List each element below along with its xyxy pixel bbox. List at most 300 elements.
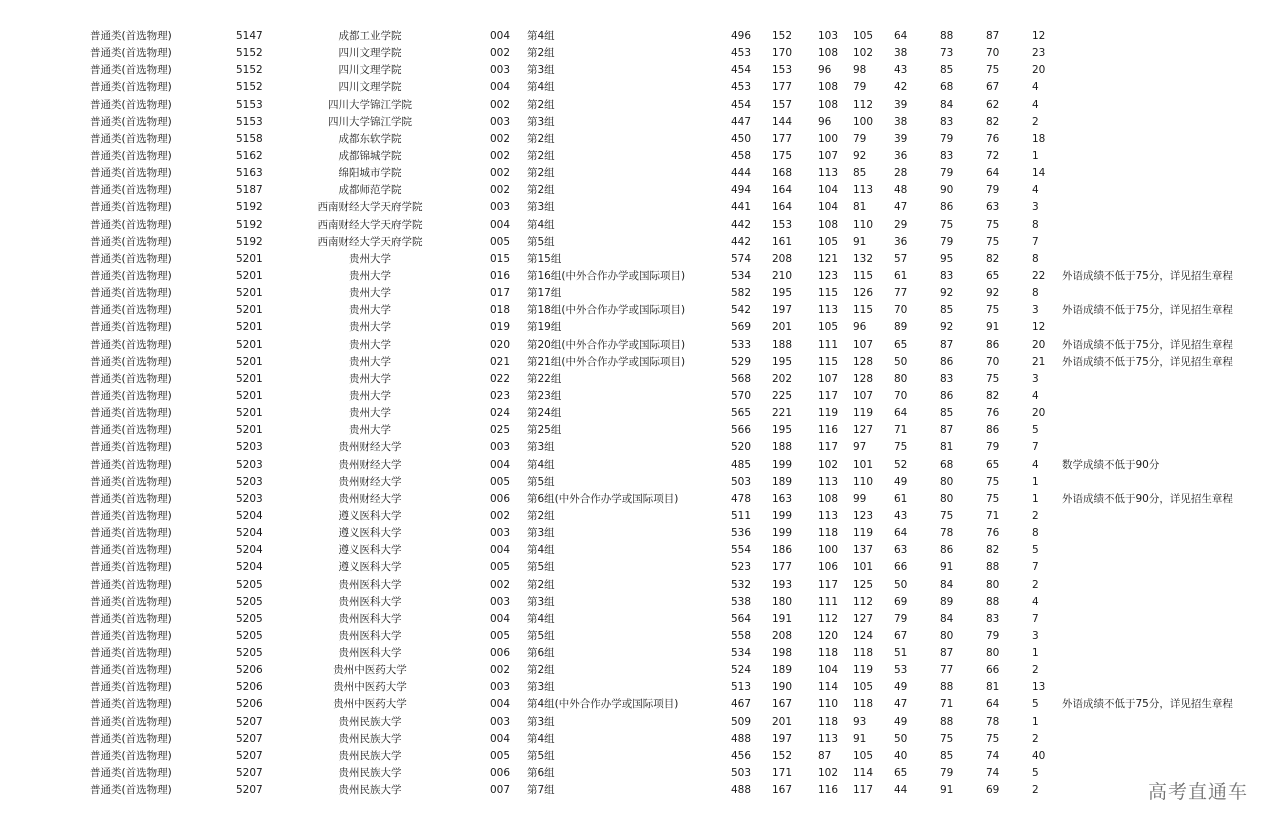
subject-score-6-cell: 68 [940,81,954,94]
subject-score-5-cell: 64 [894,407,908,420]
subject-score-7-cell: 76 [986,407,1000,420]
subject-score-6-cell: 77 [940,664,954,677]
category-cell: 普通类(首选物理) [90,287,172,300]
subject-score-6-cell: 80 [940,629,954,642]
subject-score-2-cell: 201 [772,321,793,334]
subject-score-5-cell: 52 [894,458,908,471]
group-number-cell: 016 [490,269,511,282]
note-cell: 外语成绩不低于75分，详见招生章程 [1062,355,1233,368]
subject-score-3-cell: 113 [818,304,839,317]
min-score-cell: 503 [731,767,752,780]
school-code-cell: 5206 [236,698,263,711]
subject-score-3-cell: 116 [818,424,839,437]
subject-score-3-cell: 104 [818,184,839,197]
school-name-cell: 四川大学锦江学院 [328,98,412,111]
group-number-cell: 005 [490,475,511,488]
group-label-cell: 第4组 [527,458,555,471]
subject-score-2-cell: 164 [772,201,793,214]
category-cell: 普通类(首选物理) [90,509,172,522]
subject-score-7-cell: 82 [986,115,1000,128]
subject-score-2-cell: 197 [772,304,793,317]
subject-score-4-cell: 101 [853,458,874,471]
subject-score-3-cell: 112 [818,612,839,625]
plan-count-cell: 5 [1032,424,1039,437]
category-cell: 普通类(首选物理) [90,201,172,214]
subject-score-2-cell: 164 [772,184,793,197]
subject-score-4-cell: 112 [853,98,874,111]
group-label-cell: 第19组 [527,321,562,334]
group-number-cell: 006 [490,647,511,660]
plan-count-cell: 8 [1032,218,1039,231]
subject-score-4-cell: 128 [853,372,874,385]
plan-count-cell: 5 [1032,544,1039,557]
category-cell: 普通类(首选物理) [90,98,172,111]
subject-score-7-cell: 83 [986,612,1000,625]
plan-count-cell: 20 [1032,407,1046,420]
subject-score-7-cell: 75 [986,304,1000,317]
min-score-cell: 520 [731,441,752,454]
subject-score-5-cell: 77 [894,287,908,300]
group-label-cell: 第5组 [527,629,555,642]
group-number-cell: 004 [490,218,511,231]
min-score-cell: 494 [731,184,752,197]
min-score-cell: 450 [731,132,752,145]
table-row [0,234,1280,251]
subject-score-5-cell: 67 [894,629,908,642]
school-code-cell: 5201 [236,424,263,437]
group-label-cell: 第6组(中外合作办学或国际项目) [527,492,679,505]
group-number-cell: 002 [490,149,511,162]
group-number-cell: 004 [490,698,511,711]
school-name-cell: 贵州财经大学 [338,492,402,505]
table-row [0,422,1280,439]
subject-score-3-cell: 118 [818,647,839,660]
category-cell: 普通类(首选物理) [90,647,172,660]
table-row [0,285,1280,302]
min-score-cell: 511 [731,509,752,522]
subject-score-2-cell: 189 [772,664,793,677]
subject-score-2-cell: 210 [772,269,793,282]
subject-score-5-cell: 69 [894,595,908,608]
subject-score-4-cell: 96 [853,321,867,334]
plan-count-cell: 1 [1032,647,1039,660]
table-row [0,559,1280,576]
plan-count-cell: 2 [1032,509,1039,522]
group-number-cell: 020 [490,338,511,351]
subject-score-4-cell: 118 [853,698,874,711]
min-score-cell: 558 [731,629,752,642]
subject-score-6-cell: 75 [940,509,954,522]
category-cell: 普通类(首选物理) [90,218,172,231]
group-number-cell: 005 [490,749,511,762]
table-row [0,405,1280,422]
min-score-cell: 488 [731,732,752,745]
category-cell: 普通类(首选物理) [90,698,172,711]
subject-score-7-cell: 79 [986,441,1000,454]
subject-score-2-cell: 175 [772,149,793,162]
school-code-cell: 5201 [236,372,263,385]
subject-score-5-cell: 64 [894,527,908,540]
group-label-cell: 第2组 [527,98,555,111]
school-name-cell: 贵州大学 [349,424,391,437]
table-row [0,62,1280,79]
subject-score-5-cell: 29 [894,218,908,231]
subject-score-3-cell: 117 [818,441,839,454]
subject-score-2-cell: 188 [772,338,793,351]
subject-score-4-cell: 97 [853,441,867,454]
school-name-cell: 贵州中医药大学 [333,681,407,694]
subject-score-7-cell: 70 [986,355,1000,368]
min-score-cell: 447 [731,115,752,128]
subject-score-7-cell: 82 [986,544,1000,557]
plan-count-cell: 4 [1032,184,1039,197]
school-code-cell: 5147 [236,30,263,42]
subject-score-2-cell: 167 [772,698,793,711]
group-label-cell: 第4组 [527,544,555,557]
subject-score-2-cell: 177 [772,561,793,574]
subject-score-2-cell: 190 [772,681,793,694]
plan-count-cell: 8 [1032,527,1039,540]
table-row [0,696,1280,713]
subject-score-3-cell: 121 [818,252,839,265]
plan-count-cell: 1 [1032,492,1039,505]
plan-count-cell: 12 [1032,321,1046,334]
subject-score-3-cell: 104 [818,201,839,214]
school-name-cell: 贵州民族大学 [338,732,402,745]
school-name-cell: 四川文理学院 [338,81,402,94]
plan-count-cell: 4 [1032,98,1039,111]
category-cell: 普通类(首选物理) [90,252,172,265]
subject-score-7-cell: 87 [986,30,1000,42]
subject-score-2-cell: 199 [772,527,793,540]
category-cell: 普通类(首选物理) [90,235,172,248]
school-name-cell: 西南财经大学天府学院 [317,235,423,248]
category-cell: 普通类(首选物理) [90,132,172,145]
subject-score-2-cell: 189 [772,475,793,488]
subject-score-4-cell: 112 [853,595,874,608]
min-score-cell: 488 [731,784,752,797]
subject-score-3-cell: 113 [818,475,839,488]
subject-score-3-cell: 123 [818,269,839,282]
subject-score-7-cell: 82 [986,252,1000,265]
group-label-cell: 第3组 [527,64,555,77]
subject-score-3-cell: 107 [818,149,839,162]
subject-score-4-cell: 119 [853,527,874,540]
category-cell: 普通类(首选物理) [90,355,172,368]
subject-score-5-cell: 43 [894,64,908,77]
subject-score-6-cell: 73 [940,47,954,60]
note-cell: 外语成绩不低于75分，详见招生章程 [1062,338,1233,351]
school-name-cell: 西南财经大学天府学院 [317,218,423,231]
school-name-cell: 成都锦城学院 [338,149,402,162]
watermark-text: 高考直通车 [1147,781,1248,803]
subject-score-7-cell: 75 [986,64,1000,77]
subject-score-5-cell: 71 [894,424,908,437]
table-row [0,628,1280,645]
subject-score-2-cell: 208 [772,252,793,265]
category-cell: 普通类(首选物理) [90,784,172,797]
subject-score-3-cell: 113 [818,732,839,745]
subject-score-4-cell: 115 [853,269,874,282]
subject-score-4-cell: 107 [853,389,874,402]
school-name-cell: 贵州大学 [349,338,391,351]
subject-score-4-cell: 127 [853,424,874,437]
subject-score-5-cell: 79 [894,612,908,625]
school-code-cell: 5204 [236,527,263,540]
group-label-cell: 第2组 [527,132,555,145]
min-score-cell: 454 [731,98,752,111]
subject-score-5-cell: 39 [894,98,908,111]
subject-score-3-cell: 87 [818,749,832,762]
note-cell: 外语成绩不低于75分，详见招生章程 [1062,698,1233,711]
subject-score-4-cell: 110 [853,218,874,231]
min-score-cell: 454 [731,64,752,77]
min-score-cell: 458 [731,149,752,162]
subject-score-6-cell: 86 [940,355,954,368]
subject-score-2-cell: 199 [772,458,793,471]
subject-score-3-cell: 120 [818,629,839,642]
subject-score-6-cell: 79 [940,767,954,780]
subject-score-5-cell: 75 [894,441,908,454]
subject-score-3-cell: 100 [818,132,839,145]
plan-count-cell: 2 [1032,664,1039,677]
group-label-cell: 第4组 [527,30,555,42]
subject-score-2-cell: 167 [772,784,793,797]
subject-score-6-cell: 85 [940,749,954,762]
plan-count-cell: 7 [1032,561,1039,574]
plan-count-cell: 23 [1032,47,1046,60]
school-name-cell: 成都工业学院 [338,30,402,42]
subject-score-6-cell: 80 [940,492,954,505]
table-row [0,748,1280,765]
school-name-cell: 贵州财经大学 [338,475,402,488]
subject-score-7-cell: 74 [986,767,1000,780]
plan-count-cell: 3 [1032,201,1039,214]
table-row [0,354,1280,371]
min-score-cell: 569 [731,321,752,334]
category-cell: 普通类(首选物理) [90,681,172,694]
school-name-cell: 贵州大学 [349,372,391,385]
category-cell: 普通类(首选物理) [90,715,172,728]
subject-score-4-cell: 101 [853,561,874,574]
group-label-cell: 第3组 [527,441,555,454]
school-name-cell: 贵州大学 [349,252,391,265]
group-number-cell: 002 [490,509,511,522]
subject-score-7-cell: 79 [986,184,1000,197]
subject-score-4-cell: 91 [853,732,867,745]
group-label-cell: 第22组 [527,372,562,385]
group-label-cell: 第21组(中外合作办学或国际项目) [527,355,686,368]
group-number-cell: 002 [490,184,511,197]
school-code-cell: 5201 [236,304,263,317]
school-name-cell: 绵阳城市学院 [338,167,402,180]
subject-score-4-cell: 132 [853,252,874,265]
note-cell: 数学成绩不低于90分 [1062,458,1160,471]
subject-score-2-cell: 144 [772,115,793,128]
table-row [0,457,1280,474]
subject-score-4-cell: 137 [853,544,874,557]
subject-score-3-cell: 111 [818,338,839,351]
table-row [0,182,1280,199]
subject-score-5-cell: 50 [894,578,908,591]
group-label-cell: 第2组 [527,184,555,197]
school-code-cell: 5203 [236,441,263,454]
plan-count-cell: 40 [1032,749,1046,762]
category-cell: 普通类(首选物理) [90,407,172,420]
subject-score-6-cell: 90 [940,184,954,197]
min-score-cell: 496 [731,30,752,42]
table-row [0,782,1280,799]
subject-score-4-cell: 98 [853,64,867,77]
plan-count-cell: 13 [1032,681,1046,694]
category-cell: 普通类(首选物理) [90,269,172,282]
min-score-cell: 582 [731,287,752,300]
subject-score-7-cell: 88 [986,595,1000,608]
school-name-cell: 贵州大学 [349,269,391,282]
subject-score-5-cell: 53 [894,664,908,677]
school-code-cell: 5205 [236,578,263,591]
min-score-cell: 444 [731,167,752,180]
group-number-cell: 004 [490,81,511,94]
subject-score-2-cell: 201 [772,715,793,728]
group-label-cell: 第18组(中外合作办学或国际项目) [527,304,686,317]
subject-score-7-cell: 79 [986,629,1000,642]
subject-score-7-cell: 80 [986,578,1000,591]
subject-score-7-cell: 66 [986,664,1000,677]
group-label-cell: 第2组 [527,578,555,591]
group-number-cell: 003 [490,115,511,128]
school-name-cell: 贵州大学 [349,287,391,300]
group-label-cell: 第5组 [527,475,555,488]
subject-score-4-cell: 92 [853,149,867,162]
subject-score-5-cell: 89 [894,321,908,334]
subject-score-5-cell: 63 [894,544,908,557]
group-label-cell: 第15组 [527,252,562,265]
subject-score-7-cell: 74 [986,749,1000,762]
subject-score-5-cell: 36 [894,235,908,248]
subject-score-3-cell: 108 [818,218,839,231]
table-row [0,611,1280,628]
subject-score-3-cell: 96 [818,115,832,128]
school-name-cell: 贵州中医药大学 [333,664,407,677]
subject-score-7-cell: 88 [986,561,1000,574]
subject-score-4-cell: 127 [853,612,874,625]
school-code-cell: 5201 [236,287,263,300]
subject-score-2-cell: 180 [772,595,793,608]
school-code-cell: 5204 [236,561,263,574]
subject-score-4-cell: 105 [853,681,874,694]
subject-score-5-cell: 70 [894,389,908,402]
subject-score-6-cell: 86 [940,201,954,214]
school-name-cell: 贵州大学 [349,355,391,368]
subject-score-4-cell: 117 [853,784,874,797]
min-score-cell: 534 [731,647,752,660]
subject-score-5-cell: 44 [894,784,908,797]
subject-score-7-cell: 63 [986,201,1000,214]
subject-score-7-cell: 80 [986,647,1000,660]
group-label-cell: 第4组 [527,218,555,231]
plan-count-cell: 4 [1032,595,1039,608]
table-row [0,337,1280,354]
min-score-cell: 536 [731,527,752,540]
category-cell: 普通类(首选物理) [90,81,172,94]
subject-score-2-cell: 170 [772,47,793,60]
school-code-cell: 5192 [236,218,263,231]
subject-score-2-cell: 152 [772,30,793,42]
subject-score-7-cell: 65 [986,458,1000,471]
subject-score-5-cell: 50 [894,732,908,745]
category-cell: 普通类(首选物理) [90,64,172,77]
group-label-cell: 第6组 [527,767,555,780]
subject-score-6-cell: 78 [940,527,954,540]
plan-count-cell: 3 [1032,629,1039,642]
group-label-cell: 第2组 [527,47,555,60]
min-score-cell: 503 [731,475,752,488]
table-row [0,765,1280,782]
subject-score-7-cell: 78 [986,715,1000,728]
min-score-cell: 467 [731,698,752,711]
group-label-cell: 第3组 [527,715,555,728]
subject-score-2-cell: 225 [772,389,793,402]
group-number-cell: 005 [490,629,511,642]
group-label-cell: 第4组 [527,612,555,625]
subject-score-7-cell: 75 [986,235,1000,248]
min-score-cell: 568 [731,372,752,385]
subject-score-6-cell: 83 [940,115,954,128]
subject-score-5-cell: 65 [894,338,908,351]
school-code-cell: 5205 [236,629,263,642]
plan-count-cell: 2 [1032,578,1039,591]
group-number-cell: 007 [490,784,511,797]
school-name-cell: 遵义医科大学 [338,527,402,540]
subject-score-4-cell: 100 [853,115,874,128]
group-number-cell: 021 [490,355,511,368]
note-cell: 外语成绩不低于90分，详见招生章程 [1062,492,1233,505]
min-score-cell: 565 [731,407,752,420]
min-score-cell: 442 [731,235,752,248]
school-code-cell: 5152 [236,47,263,60]
subject-score-4-cell: 99 [853,492,867,505]
subject-score-5-cell: 38 [894,115,908,128]
plan-count-cell: 2 [1032,732,1039,745]
subject-score-6-cell: 85 [940,407,954,420]
school-code-cell: 5207 [236,784,263,797]
subject-score-7-cell: 76 [986,527,1000,540]
school-name-cell: 贵州民族大学 [338,715,402,728]
subject-score-6-cell: 88 [940,715,954,728]
school-code-cell: 5187 [236,184,263,197]
note-cell: 外语成绩不低于75分，详见招生章程 [1062,269,1233,282]
school-name-cell: 成都师范学院 [338,184,402,197]
school-code-cell: 5163 [236,167,263,180]
plan-count-cell: 18 [1032,132,1046,145]
min-score-cell: 524 [731,664,752,677]
plan-count-cell: 8 [1032,287,1039,300]
school-name-cell: 贵州医科大学 [338,578,402,591]
category-cell: 普通类(首选物理) [90,424,172,437]
group-number-cell: 002 [490,47,511,60]
group-label-cell: 第4组(中外合作办学或国际项目) [527,698,679,711]
group-number-cell: 003 [490,715,511,728]
subject-score-3-cell: 115 [818,355,839,368]
subject-score-3-cell: 108 [818,98,839,111]
subject-score-6-cell: 88 [940,681,954,694]
category-cell: 普通类(首选物理) [90,475,172,488]
note-cell: 外语成绩不低于75分，详见招生章程 [1062,304,1233,317]
category-cell: 普通类(首选物理) [90,389,172,402]
school-name-cell: 四川大学锦江学院 [328,115,412,128]
min-score-cell: 453 [731,81,752,94]
